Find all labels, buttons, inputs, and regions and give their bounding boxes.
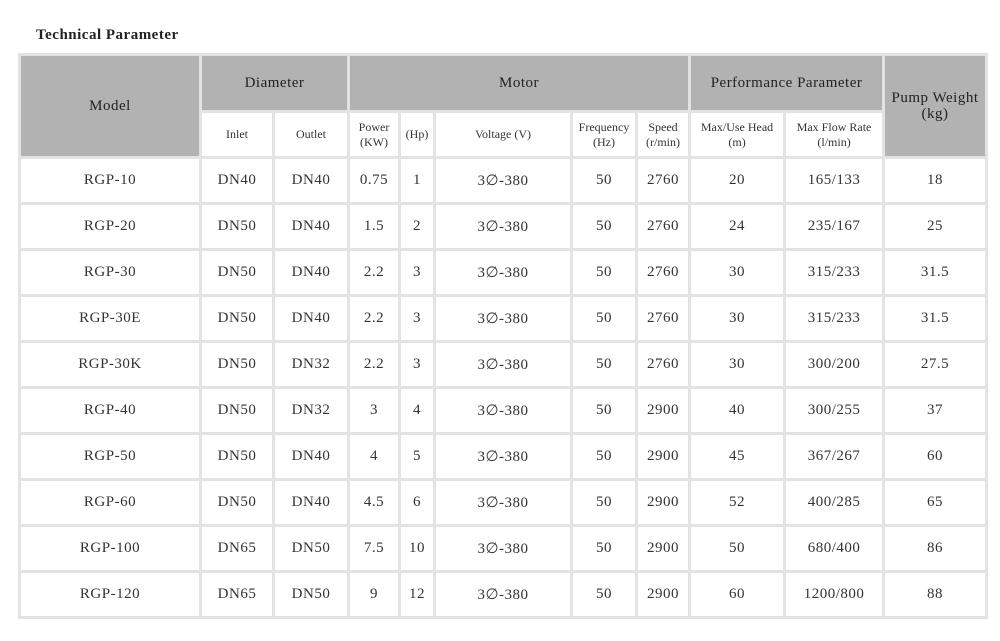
cell-power: 3 — [350, 389, 398, 432]
table-row — [21, 205, 985, 248]
cell-flow: 300/200 — [786, 343, 882, 386]
cell-weight: 65 — [885, 481, 985, 524]
header-hp: (Hp) — [401, 113, 433, 156]
cell-flow: 367/267 — [786, 435, 882, 478]
cell-voltage: 3∅-380 — [436, 205, 570, 248]
cell-power: 7.5 — [350, 527, 398, 570]
cell-power: 9 — [350, 573, 398, 616]
cell-speed: 2900 — [638, 573, 688, 616]
header-weight: Pump Weight (kg) — [885, 56, 985, 156]
cell-head: 30 — [691, 343, 783, 386]
cell-model: RGP-30E — [21, 297, 199, 340]
cell-weight: 37 — [885, 389, 985, 432]
cell-power: 4 — [350, 435, 398, 478]
cell-frequency: 50 — [573, 435, 635, 478]
cell-hp: 3 — [401, 297, 433, 340]
cell-weight: 88 — [885, 573, 985, 616]
cell-frequency: 50 — [573, 389, 635, 432]
cell-speed: 2900 — [638, 389, 688, 432]
table-row — [21, 527, 985, 570]
cell-frequency: 50 — [573, 343, 635, 386]
table-body — [21, 159, 985, 616]
cell-power: 2.2 — [350, 251, 398, 294]
cell-model: RGP-120 — [21, 573, 199, 616]
cell-inlet: DN50 — [202, 297, 272, 340]
cell-flow: 680/400 — [786, 527, 882, 570]
cell-weight: 18 — [885, 159, 985, 202]
page-title: Technical Parameter — [36, 27, 179, 43]
cell-inlet: DN50 — [202, 481, 272, 524]
cell-outlet: DN40 — [275, 435, 347, 478]
cell-model: RGP-60 — [21, 481, 199, 524]
cell-outlet: DN50 — [275, 573, 347, 616]
cell-weight: 27.5 — [885, 343, 985, 386]
cell-flow: 315/233 — [786, 297, 882, 340]
cell-voltage: 3∅-380 — [436, 527, 570, 570]
table-row — [21, 159, 985, 202]
header-diameter: Diameter — [202, 56, 347, 110]
cell-speed: 2760 — [638, 205, 688, 248]
table-row — [21, 389, 985, 432]
cell-voltage: 3∅-380 — [436, 251, 570, 294]
cell-weight: 31.5 — [885, 297, 985, 340]
cell-speed: 2900 — [638, 481, 688, 524]
cell-head: 50 — [691, 527, 783, 570]
cell-model: RGP-30 — [21, 251, 199, 294]
header-power: Power (KW) — [350, 113, 398, 156]
header-outlet: Outlet — [275, 113, 347, 156]
cell-outlet: DN40 — [275, 297, 347, 340]
cell-power: 2.2 — [350, 297, 398, 340]
cell-head: 30 — [691, 297, 783, 340]
cell-flow: 165/133 — [786, 159, 882, 202]
cell-outlet: DN50 — [275, 527, 347, 570]
cell-voltage: 3∅-380 — [436, 389, 570, 432]
cell-outlet: DN40 — [275, 159, 347, 202]
cell-head: 40 — [691, 389, 783, 432]
cell-inlet: DN50 — [202, 435, 272, 478]
cell-frequency: 50 — [573, 527, 635, 570]
header-flow: Max Flow Rate (l/min) — [786, 113, 882, 156]
header-motor: Motor — [350, 56, 688, 110]
table-row — [21, 573, 985, 616]
cell-flow: 315/233 — [786, 251, 882, 294]
cell-weight: 31.5 — [885, 251, 985, 294]
cell-hp: 6 — [401, 481, 433, 524]
cell-hp: 1 — [401, 159, 433, 202]
cell-voltage: 3∅-380 — [436, 343, 570, 386]
cell-hp: 2 — [401, 205, 433, 248]
cell-outlet: DN40 — [275, 251, 347, 294]
cell-weight: 25 — [885, 205, 985, 248]
cell-frequency: 50 — [573, 573, 635, 616]
cell-voltage: 3∅-380 — [436, 435, 570, 478]
header-head: Max/Use Head (m) — [691, 113, 783, 156]
cell-speed: 2900 — [638, 527, 688, 570]
cell-flow: 400/285 — [786, 481, 882, 524]
header-inlet: Inlet — [202, 113, 272, 156]
cell-outlet: DN40 — [275, 481, 347, 524]
cell-weight: 86 — [885, 527, 985, 570]
cell-hp: 4 — [401, 389, 433, 432]
cell-flow: 235/167 — [786, 205, 882, 248]
cell-power: 0.75 — [350, 159, 398, 202]
cell-flow: 300/255 — [786, 389, 882, 432]
cell-inlet: DN65 — [202, 573, 272, 616]
header-speed: Speed (r/min) — [638, 113, 688, 156]
cell-voltage: 3∅-380 — [436, 481, 570, 524]
cell-hp: 5 — [401, 435, 433, 478]
table-row — [21, 435, 985, 478]
cell-frequency: 50 — [573, 481, 635, 524]
cell-model: RGP-100 — [21, 527, 199, 570]
cell-speed: 2760 — [638, 251, 688, 294]
cell-voltage: 3∅-380 — [436, 159, 570, 202]
cell-speed: 2900 — [638, 435, 688, 478]
cell-voltage: 3∅-380 — [436, 573, 570, 616]
cell-weight: 60 — [885, 435, 985, 478]
cell-hp: 12 — [401, 573, 433, 616]
cell-head: 20 — [691, 159, 783, 202]
cell-inlet: DN50 — [202, 251, 272, 294]
table-row — [21, 297, 985, 340]
cell-frequency: 50 — [573, 205, 635, 248]
cell-power: 4.5 — [350, 481, 398, 524]
table-row — [21, 343, 985, 386]
cell-power: 2.2 — [350, 343, 398, 386]
cell-frequency: 50 — [573, 159, 635, 202]
cell-inlet: DN65 — [202, 527, 272, 570]
technical-parameter-table — [18, 53, 988, 619]
table-row — [21, 481, 985, 524]
cell-hp: 3 — [401, 343, 433, 386]
cell-model: RGP-10 — [21, 159, 199, 202]
cell-hp: 3 — [401, 251, 433, 294]
cell-flow: 1200/800 — [786, 573, 882, 616]
cell-inlet: DN40 — [202, 159, 272, 202]
header-model: Model — [21, 56, 199, 156]
cell-head: 24 — [691, 205, 783, 248]
header-frequency: Frequency (Hz) — [573, 113, 635, 156]
cell-model: RGP-30K — [21, 343, 199, 386]
cell-inlet: DN50 — [202, 205, 272, 248]
cell-head: 60 — [691, 573, 783, 616]
cell-inlet: DN50 — [202, 343, 272, 386]
cell-speed: 2760 — [638, 343, 688, 386]
cell-speed: 2760 — [638, 159, 688, 202]
cell-head: 30 — [691, 251, 783, 294]
cell-voltage: 3∅-380 — [436, 297, 570, 340]
cell-frequency: 50 — [573, 297, 635, 340]
cell-inlet: DN50 — [202, 389, 272, 432]
cell-outlet: DN40 — [275, 205, 347, 248]
cell-model: RGP-20 — [21, 205, 199, 248]
cell-hp: 10 — [401, 527, 433, 570]
cell-model: RGP-40 — [21, 389, 199, 432]
cell-outlet: DN32 — [275, 389, 347, 432]
cell-speed: 2760 — [638, 297, 688, 340]
cell-frequency: 50 — [573, 251, 635, 294]
header-voltage: Voltage (V) — [436, 113, 570, 156]
cell-power: 1.5 — [350, 205, 398, 248]
cell-outlet: DN32 — [275, 343, 347, 386]
header-performance: Performance Parameter — [691, 56, 882, 110]
cell-model: RGP-50 — [21, 435, 199, 478]
table-row — [21, 251, 985, 294]
cell-head: 45 — [691, 435, 783, 478]
cell-head: 52 — [691, 481, 783, 524]
